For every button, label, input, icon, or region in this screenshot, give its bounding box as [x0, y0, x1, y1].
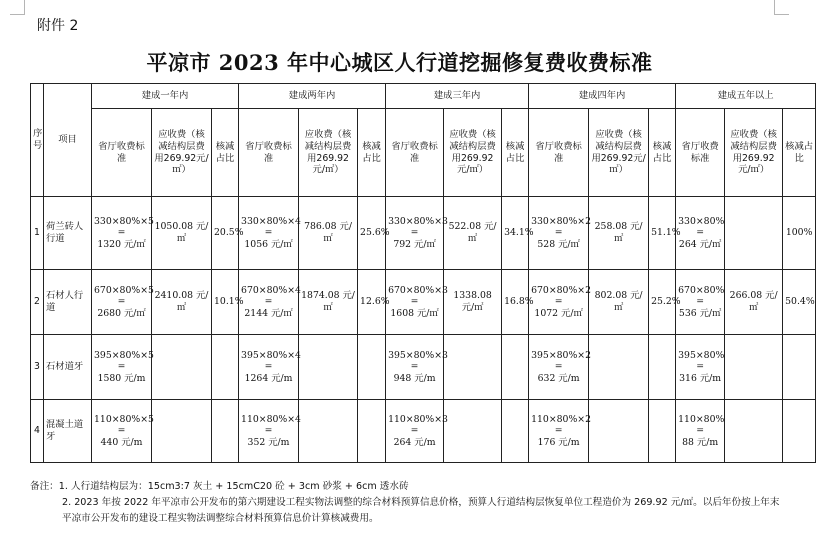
cell-ratio: 100% [783, 197, 816, 270]
formula-equals: = [696, 296, 705, 308]
notes-section [30, 479, 780, 527]
formula-result: 948 元/m [393, 372, 436, 384]
table-row [31, 197, 816, 270]
header-receivable-2: 应收费（核减结构层费用269.92元/㎡） [299, 109, 358, 197]
cell-ratio: 34.1% [502, 197, 529, 270]
header-group-row [31, 84, 816, 109]
cell-receivable [299, 400, 358, 463]
row-index: 1 [31, 197, 44, 270]
cell-ratio [783, 335, 816, 400]
formula-result: 1580 元/m [97, 372, 146, 384]
notes-label: 备注： [30, 481, 59, 492]
cell-ratio [649, 335, 676, 400]
formula-expr: 395×80%×5 [94, 349, 154, 361]
row-index: 3 [31, 335, 44, 400]
row-item-name: 石材道牙 [44, 335, 92, 400]
formula-equals: = [117, 227, 126, 239]
cell-receivable: 1050.08 元/㎡ [152, 197, 212, 270]
cell-ratio [212, 335, 239, 400]
cell-standard-formula [386, 400, 448, 463]
formula-result: 352 元/m [247, 436, 290, 448]
header-ratio-3: 核减占比 [502, 109, 529, 197]
formula-result: 632 元/m [537, 372, 580, 384]
formula-result: 264 元/m [393, 436, 436, 448]
cell-ratio: 10.1% [212, 270, 239, 335]
formula-expr: 110×80%×2 [531, 413, 591, 425]
formula-equals: = [264, 361, 273, 373]
cell-standard-formula [239, 270, 299, 335]
cell-ratio: 25.6% [358, 197, 386, 270]
cell-receivable [589, 400, 649, 463]
formula-equals: = [554, 361, 563, 373]
formula-expr: 110×80% [678, 413, 725, 425]
cell-standard-formula [529, 197, 589, 270]
cell-receivable [589, 335, 649, 400]
row-index: 2 [31, 270, 44, 335]
cell-standard-formula [386, 197, 448, 270]
cell-standard-formula [386, 270, 448, 335]
cell-receivable [725, 197, 783, 270]
formula-equals: = [410, 227, 419, 239]
formula-equals: = [264, 296, 273, 308]
header-receivable-5: 应收费（核减结构层费用269.92元/㎡） [725, 109, 783, 197]
header-ratio-2: 核减占比 [358, 109, 386, 197]
formula-equals: = [696, 227, 705, 239]
formula-expr: 670×80%×4 [241, 284, 301, 296]
header-standard-3: 省厅收费标准 [386, 109, 444, 197]
cell-receivable [444, 335, 502, 400]
formula-result: 2680 元/㎡ [97, 307, 146, 319]
cell-receivable: 802.08 元/㎡ [589, 270, 649, 335]
cell-receivable: 786.08 元/㎡ [299, 197, 358, 270]
cell-standard-formula [676, 400, 725, 463]
formula-expr: 395×80%×4 [241, 349, 301, 361]
cell-ratio [502, 400, 529, 463]
formula-expr: 395×80% [678, 349, 725, 361]
formula-expr: 670×80%×3 [388, 284, 448, 296]
formula-expr: 330×80%×3 [388, 215, 448, 227]
header-group-1: 建成一年内 [92, 84, 239, 109]
header-ratio-5: 核减占比 [783, 109, 816, 197]
formula-equals: = [554, 425, 563, 437]
formula-result: 1072 元/㎡ [534, 307, 583, 319]
formula-expr: 670×80% [678, 284, 725, 296]
cell-ratio [358, 335, 386, 400]
formula-result: 176 元/m [537, 436, 580, 448]
cell-ratio: 50.4% [783, 270, 816, 335]
cell-ratio [783, 400, 816, 463]
cell-receivable [299, 335, 358, 400]
cell-ratio: 16.8% [502, 270, 529, 335]
header-receivable-3: 应收费（核减结构层费用269.92元/㎡） [444, 109, 502, 197]
formula-equals: = [410, 361, 419, 373]
attachment-label: 附件 2 [37, 18, 79, 34]
header-index: 序号 [31, 84, 44, 197]
table-row [31, 335, 816, 400]
formula-expr: 330×80% [678, 215, 725, 227]
formula-result: 528 元/㎡ [537, 238, 580, 250]
formula-result: 88 元/m [682, 436, 719, 448]
cell-receivable: 522.08 元/㎡ [444, 197, 502, 270]
cell-receivable: 1338.08 元/㎡ [444, 270, 502, 335]
formula-expr: 395×80%×3 [388, 349, 448, 361]
cell-receivable: 258.08 元/㎡ [589, 197, 649, 270]
header-receivable-1: 应收费（核减结构层费用269.92元/㎡） [152, 109, 212, 197]
cell-standard-formula [529, 400, 589, 463]
formula-equals: = [264, 227, 273, 239]
fee-standard-table [30, 83, 816, 463]
cell-receivable [725, 335, 783, 400]
cell-ratio: 51.1% [649, 197, 676, 270]
cell-ratio: 12.6% [358, 270, 386, 335]
cell-standard-formula [92, 197, 152, 270]
cell-standard-formula [676, 270, 725, 335]
formula-equals: = [117, 361, 126, 373]
formula-equals: = [264, 425, 273, 437]
cell-standard-formula [92, 335, 152, 400]
formula-equals: = [117, 425, 126, 437]
formula-result: 1264 元/m [244, 372, 293, 384]
cell-receivable [152, 400, 212, 463]
cell-ratio [649, 400, 676, 463]
cell-standard-formula [92, 400, 152, 463]
header-ratio-4: 核减占比 [649, 109, 676, 197]
table-row [31, 400, 816, 463]
formula-equals: = [554, 296, 563, 308]
cell-ratio [502, 335, 529, 400]
header-group-2: 建成两年内 [239, 84, 386, 109]
cell-receivable [444, 400, 502, 463]
page-corner-mark-right [774, 0, 789, 15]
header-standard-4: 省厅收费标准 [529, 109, 589, 197]
cell-standard-formula [676, 197, 725, 270]
formula-expr: 330×80%×5 [94, 215, 154, 227]
cell-receivable [152, 335, 212, 400]
formula-equals: = [410, 425, 419, 437]
header-receivable-4: 应收费（核减结构层费用269.92元/㎡） [589, 109, 649, 197]
formula-result: 1608 元/㎡ [390, 307, 439, 319]
row-item-name: 混凝土道牙 [44, 400, 92, 463]
formula-result: 2144 元/㎡ [244, 307, 293, 319]
header-standard-2: 省厅收费标准 [239, 109, 299, 197]
formula-equals: = [696, 425, 705, 437]
cell-receivable: 2410.08 元/㎡ [152, 270, 212, 335]
row-item-name: 荷兰砖人行道 [44, 197, 92, 270]
row-item-name: 石材人行道 [44, 270, 92, 335]
cell-standard-formula [386, 335, 448, 400]
formula-result: 1320 元/㎡ [97, 238, 146, 250]
formula-result: 536 元/㎡ [678, 307, 722, 319]
header-sub-row [31, 109, 816, 197]
formula-result: 792 元/㎡ [393, 238, 436, 250]
formula-result: 1056 元/㎡ [244, 238, 293, 250]
formula-result: 316 元/m [679, 372, 722, 384]
cell-standard-formula [239, 197, 299, 270]
formula-expr: 395×80%×2 [531, 349, 591, 361]
header-group-5: 建成五年以上 [676, 84, 816, 109]
formula-equals: = [696, 361, 705, 373]
cell-ratio: 20.5% [212, 197, 239, 270]
formula-equals: = [554, 227, 563, 239]
formula-equals: = [117, 296, 126, 308]
page-corner-mark-left [10, 0, 25, 15]
row-index: 4 [31, 400, 44, 463]
cell-receivable [725, 400, 783, 463]
formula-expr: 110×80%×3 [388, 413, 448, 425]
cell-ratio [212, 400, 239, 463]
header-standard-1: 省厅收费标准 [92, 109, 152, 197]
formula-result: 440 元/m [100, 436, 143, 448]
cell-standard-formula [529, 335, 589, 400]
cell-standard-formula [529, 270, 589, 335]
header-item: 项目 [44, 84, 92, 197]
document-title: 平凉市 2023 年中心城区人行道挖掘修复费收费标准 [146, 50, 653, 75]
cell-standard-formula [239, 400, 299, 463]
cell-standard-formula [239, 335, 299, 400]
header-ratio-1: 核减占比 [212, 109, 239, 197]
cell-ratio [358, 400, 386, 463]
note-1-text: 1. 人行道结构层为：15cm3:7 灰土 + 15cmC20 砼 + 3cm 砂浆 + 6cm 透水砖 [58, 481, 409, 492]
formula-expr: 670×80%×5 [94, 284, 154, 296]
formula-result: 264 元/㎡ [678, 238, 722, 250]
formula-expr: 330×80%×4 [241, 215, 301, 227]
formula-expr: 670×80%×2 [531, 284, 591, 296]
table-row [31, 270, 816, 335]
header-standard-5: 省厅收费标准 [676, 109, 725, 197]
note-line-1 [30, 479, 780, 495]
header-group-3: 建成三年内 [386, 84, 529, 109]
formula-expr: 330×80%×2 [531, 215, 591, 227]
note-line-2: 2. 2023 年按 2022 年平凉市公开发布的第六期建设工程实物法调整的综合材料预算信息价格，预算人行道结构层恢复单位工程造价为 269.92 元/㎡。以后年份按上年末平凉市公开发布的建设工程实物法调整综合材料预算信息价计算核减费用。 [62, 497, 780, 524]
header-group-4: 建成四年内 [529, 84, 676, 109]
cell-receivable: 1874.08 元/㎡ [299, 270, 358, 335]
cell-standard-formula [92, 270, 152, 335]
formula-equals: = [410, 296, 419, 308]
formula-expr: 110×80%×4 [241, 413, 301, 425]
cell-receivable: 266.08 元/㎡ [725, 270, 783, 335]
cell-standard-formula [676, 335, 725, 400]
formula-expr: 110×80%×5 [94, 413, 154, 425]
cell-ratio: 25.2% [649, 270, 676, 335]
